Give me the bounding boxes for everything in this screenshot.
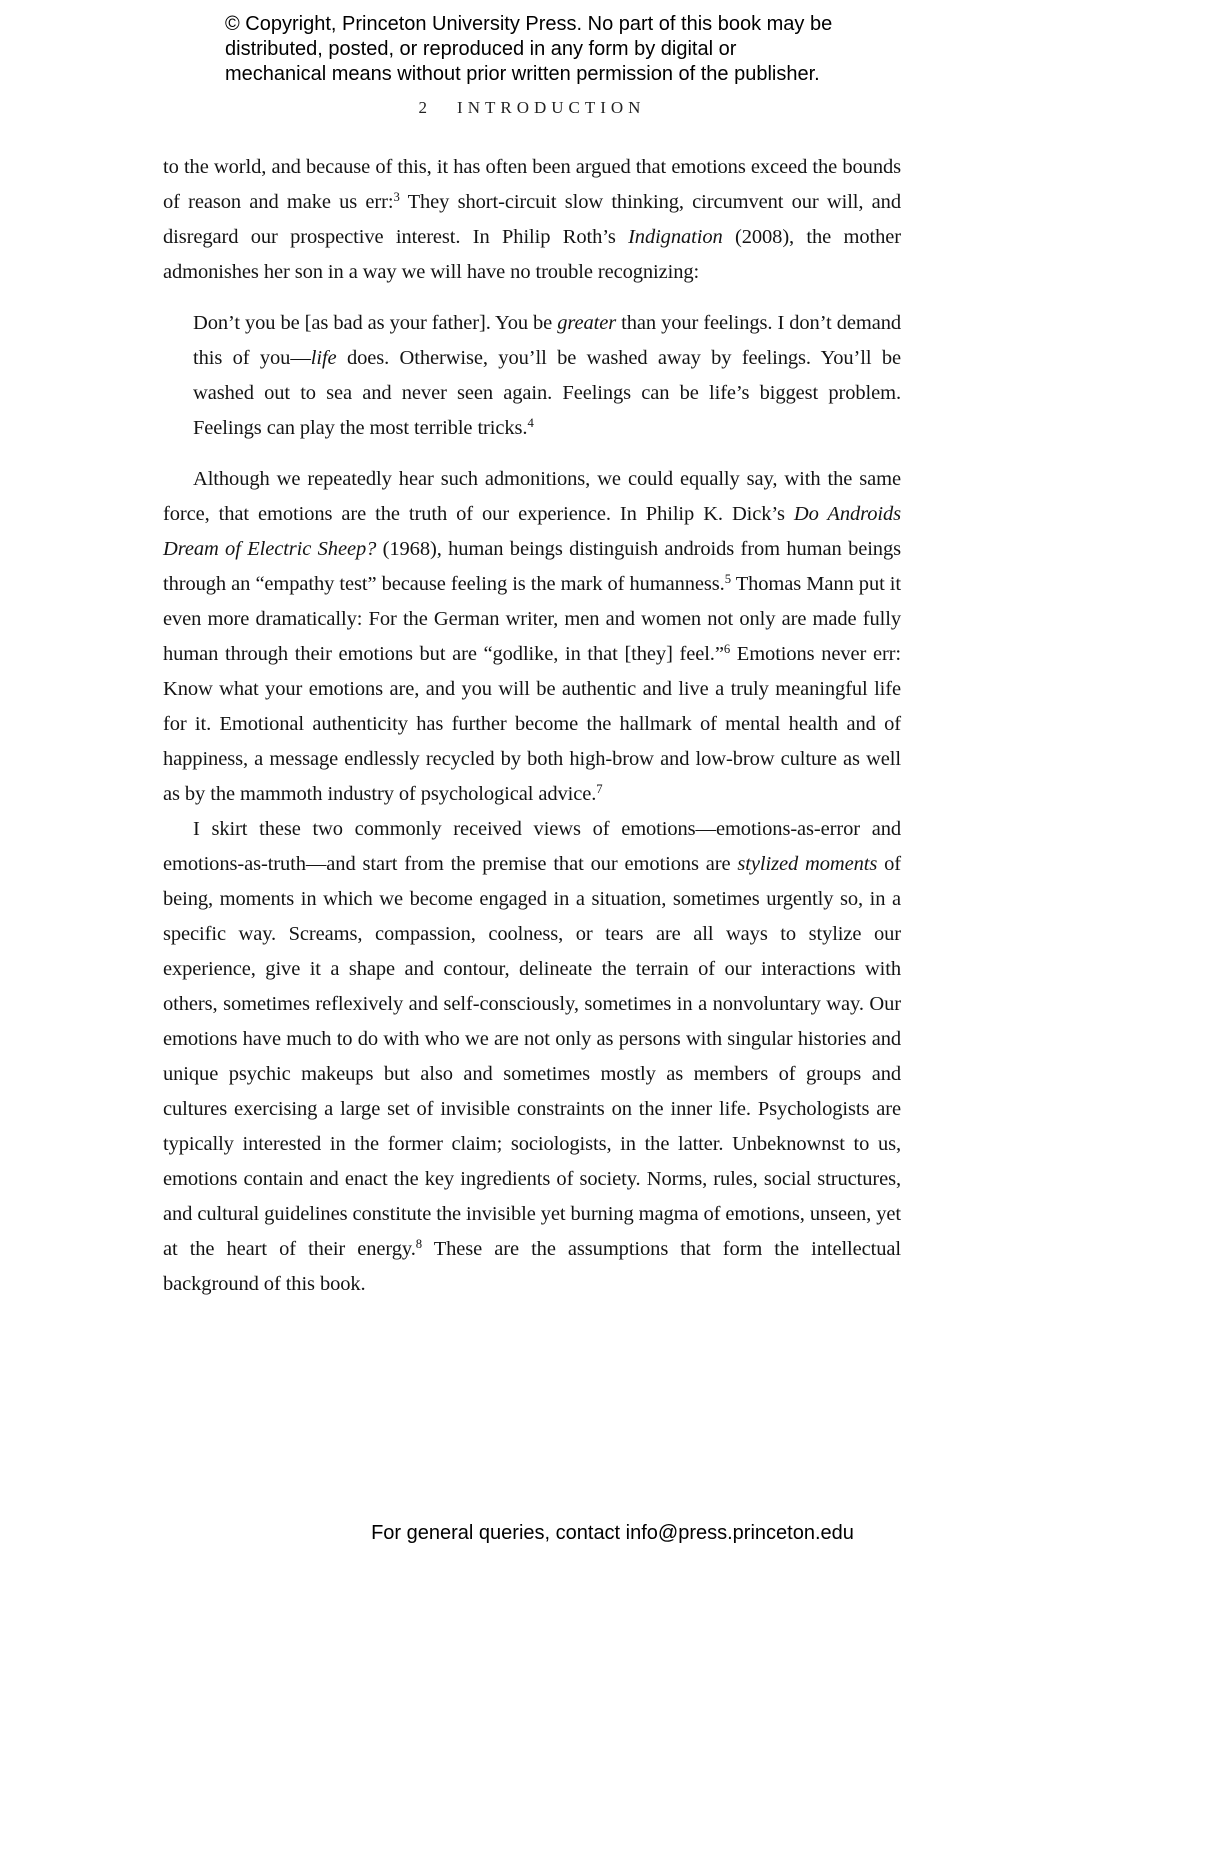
paragraph-2 — [163, 462, 901, 812]
text-segment: Thomas Mann put it even more dramatically: For the German writer, men and women not only are made fully human through their emotions but are “godlike, in that [they] feel.” — [163, 573, 901, 665]
book-title-italic: Indignation — [628, 226, 723, 248]
page-body — [163, 150, 901, 1302]
page-number: 2 — [418, 98, 430, 117]
emphasis-text: life — [310, 347, 337, 369]
text-segment: These are the assumptions that form the intellectual background of this book. — [163, 1238, 901, 1295]
text-segment: I skirt these two commonly received views of emotions—emotions-as-error and emotions-as-truth—and start from the premise that our emotions are — [163, 818, 901, 875]
footnote-ref: 6 — [723, 642, 731, 657]
running-head — [163, 98, 901, 118]
footnote-ref: 3 — [393, 190, 400, 205]
book-title-italic: Do Androids Dream of Electric Sheep? — [163, 503, 902, 560]
text-segment: Don’t you be [as bad as your father]. You be — [193, 312, 558, 334]
footnote-ref: 7 — [596, 782, 603, 797]
chapter-title: INTRODUCTION — [457, 98, 646, 117]
text-segment: (2008), the mother admonishes her son in a way we will have no trouble recognizing: — [163, 226, 901, 283]
text-segment: does. Otherwise, you’ll be washed away by feelings. You’ll be washed out to sea and never seen again. Feelings can be life’s biggest problem. Feelings can play the most terrible tricks. — [193, 347, 901, 439]
text-segment: Although we repeatedly hear such admonitions, we could equally say, with the same force, that emotions are the truth of our experience. In Philip K. Dick’s — [163, 468, 901, 525]
text-segment: (1968), human beings distinguish androids from human beings through an “empathy test” because feeling is the mark of humanness. — [163, 538, 901, 595]
paragraph-3 — [163, 812, 901, 1302]
block-quote — [193, 306, 901, 446]
footnote-ref: 5 — [724, 572, 731, 587]
emphasis-text: greater — [557, 312, 617, 334]
paragraph-opening — [163, 150, 901, 290]
emphasis-text: stylized moments — [737, 853, 878, 875]
footnote-ref: 4 — [527, 416, 534, 431]
text-segment: to the world, and because of this, it has often been argued that emotions exceed the bounds of reason and make us err: — [163, 156, 901, 213]
text-segment: of being, moments in which we become engaged in a situation, sometimes urgently so, in a specific way. Screams, compassion, coolness, or tears are all ways to stylize our experience, give it a shape and contour, delineate the terrain of our interactions with others, sometimes reflexively and self-consciously, sometimes in a nonvoluntary way. Our emotions have much to do with who we are not only as persons with singular histories and unique psychic makeups but also and sometimes mostly as members of groups and cultures exercising a large set of invisible constraints on the inner life. Psychologists are typically interested in the former claim; sociologists, in the latter. Unbeknownst to us, emotions contain and enact the key ingredients of society. Norms, rules, social structures, and cultural guidelines constitute the invisible yet burning magma of emotions, unseen, yet at the heart of their energy. — [163, 853, 901, 1260]
copyright-notice: © Copyright, Princeton University Press. No part of this book may be distributed, posted, or reproduced in any form by digital or mechanical means without prior written permission of the publisher. — [225, 13, 833, 85]
contact-footer: For general queries, contact info@press.princeton.edu — [371, 1522, 854, 1544]
text-segment: Emotions never err: Know what your emotions are, and you will be authentic and live a truly meaningful life for it. Emotional authenticity has further become the hallmark of mental health and of happiness, a message endlessly recycled by both high-brow and low-brow culture as well as by the mammoth industry of psychological advice. — [163, 643, 901, 805]
text-segment: than your feelings. I don’t demand this of you— — [193, 312, 901, 369]
footnote-ref: 8 — [415, 1237, 422, 1252]
text-segment: They short-circuit slow thinking, circumvent our will, and disregard our prospective interest. In Philip Roth’s — [163, 191, 901, 248]
